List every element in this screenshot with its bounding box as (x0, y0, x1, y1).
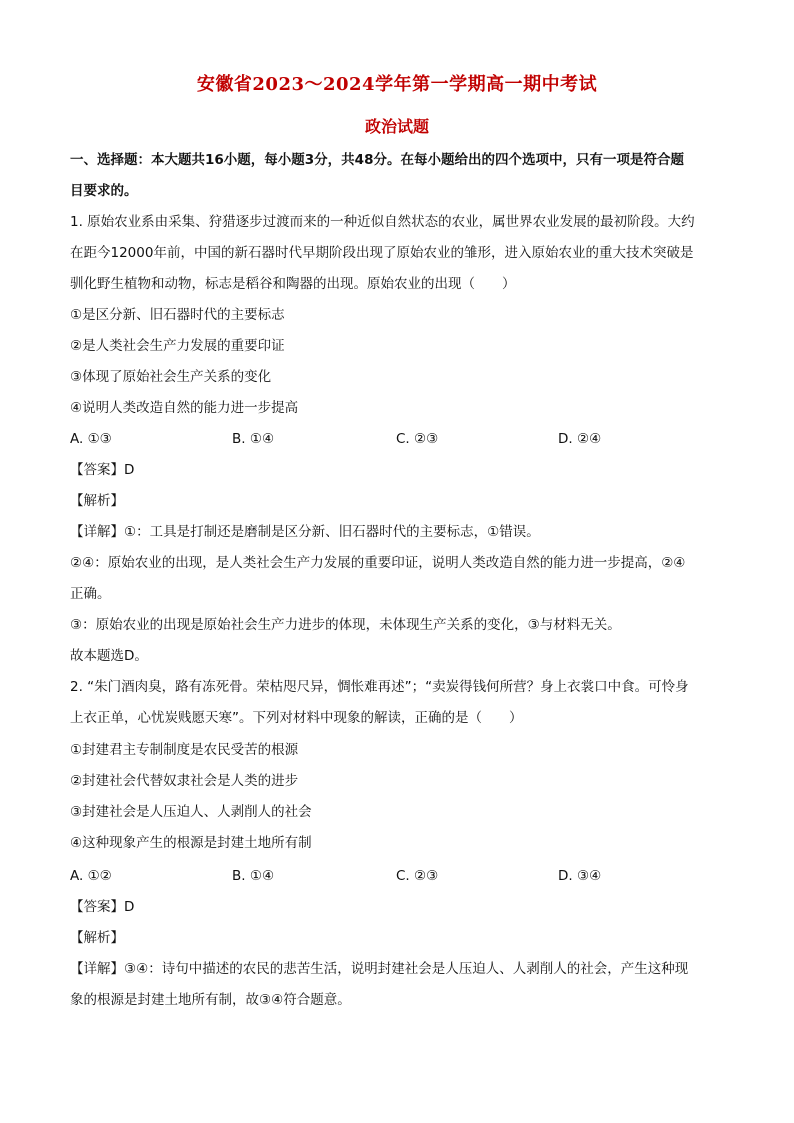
q1-item: ④说明人类改造自然的能力进一步提高 (70, 400, 299, 416)
q1-option-b: B. ①④ (232, 431, 275, 447)
q1-detail-line: 【详解】①：工具是打制还是磨制是区分新、旧石器时代的主要标志，①错误。 (70, 524, 540, 540)
q1-stem-line: 在距今12000年前，中国的新石器时代早期阶段出现了原始农业的雏形，进入原始农业的重大技术突破是 (70, 245, 694, 261)
q2-item: ④这种现象产生的根源是封建土地所有制 (70, 835, 312, 851)
q1-option-d: D. ②④ (558, 431, 602, 447)
q1-detail-line: ②④：原始农业的出现，是人类社会生产力发展的重要印证，说明人类改造自然的能力进一步提高，②④ (70, 555, 686, 571)
q2-detail-line: 【详解】③④：诗句中描述的农民的悲苦生活，说明封建社会是人压迫人、人剥削人的社会，产生这种现 (70, 961, 689, 977)
q1-detail-line: ③：原始农业的出现是原始社会生产力进步的体现，未体现生产关系的变化，③与材料无关。 (70, 617, 621, 633)
q1-item: ③体现了原始社会生产关系的变化 (70, 369, 272, 385)
q2-option-d: D. ③④ (558, 868, 602, 884)
section-heading: 一、选择题：本大题共16小题，每小题3分，共48分。在每小题给出的四个选项中，只有一项是符合题 (70, 152, 684, 168)
q2-item: ③封建社会是人压迫人、人剥削人的社会 (70, 804, 312, 820)
q1-answer: 【答案】D (70, 462, 135, 478)
q1-stem-line: 1. 原始农业系由采集、狩猎逐步过渡而来的一种近似自然状态的农业，属世界农业发展的最初阶段。大约 (70, 214, 695, 230)
page-subtitle: 政治试题 (364, 117, 429, 136)
q1-option-a: A. ①③ (70, 431, 112, 447)
q1-item: ②是人类社会生产力发展的重要印证 (70, 338, 285, 354)
q2-option-b: B. ①④ (232, 868, 275, 884)
q1-analysis: 【解析】 (70, 493, 124, 509)
q1-option-c: C. ②③ (396, 431, 439, 447)
q2-stem-line: 2. “朱门酒肉臭，路有冻死骨。荣枯咫尺异，惆怅难再述”；“卖炭得钱何所营？身上衣裳口中食。可怜身 (70, 679, 689, 695)
q2-item: ①封建君主专制制度是农民受苦的根源 (70, 742, 299, 758)
q1-detail-line: 故本题选D。 (70, 648, 148, 664)
q2-analysis: 【解析】 (70, 930, 124, 946)
q2-detail-line: 象的根源是封建土地所有制，故③④符合题意。 (70, 992, 351, 1008)
q2-option-c: C. ②③ (396, 868, 439, 884)
q2-answer: 【答案】D (70, 899, 135, 915)
q1-detail-line: 正确。 (70, 586, 111, 602)
q1-item: ①是区分新、旧石器时代的主要标志 (70, 307, 285, 323)
q2-option-a: A. ①② (70, 868, 112, 884)
q2-stem-line: 上衣正单，心忧炭贱愿天寒”。下列对材料中现象的解读，正确的是（ ） (70, 710, 523, 726)
q1-stem-line: 驯化野生植物和动物，标志是稻谷和陶器的出现。原始农业的出现（ ） (70, 276, 516, 292)
page-title: 安徽省2023～2024学年第一学期高一期中考试 (196, 74, 598, 95)
section-heading-cont: 目要求的。 (70, 183, 138, 199)
q2-item: ②封建社会代替奴隶社会是人类的进步 (70, 773, 299, 789)
